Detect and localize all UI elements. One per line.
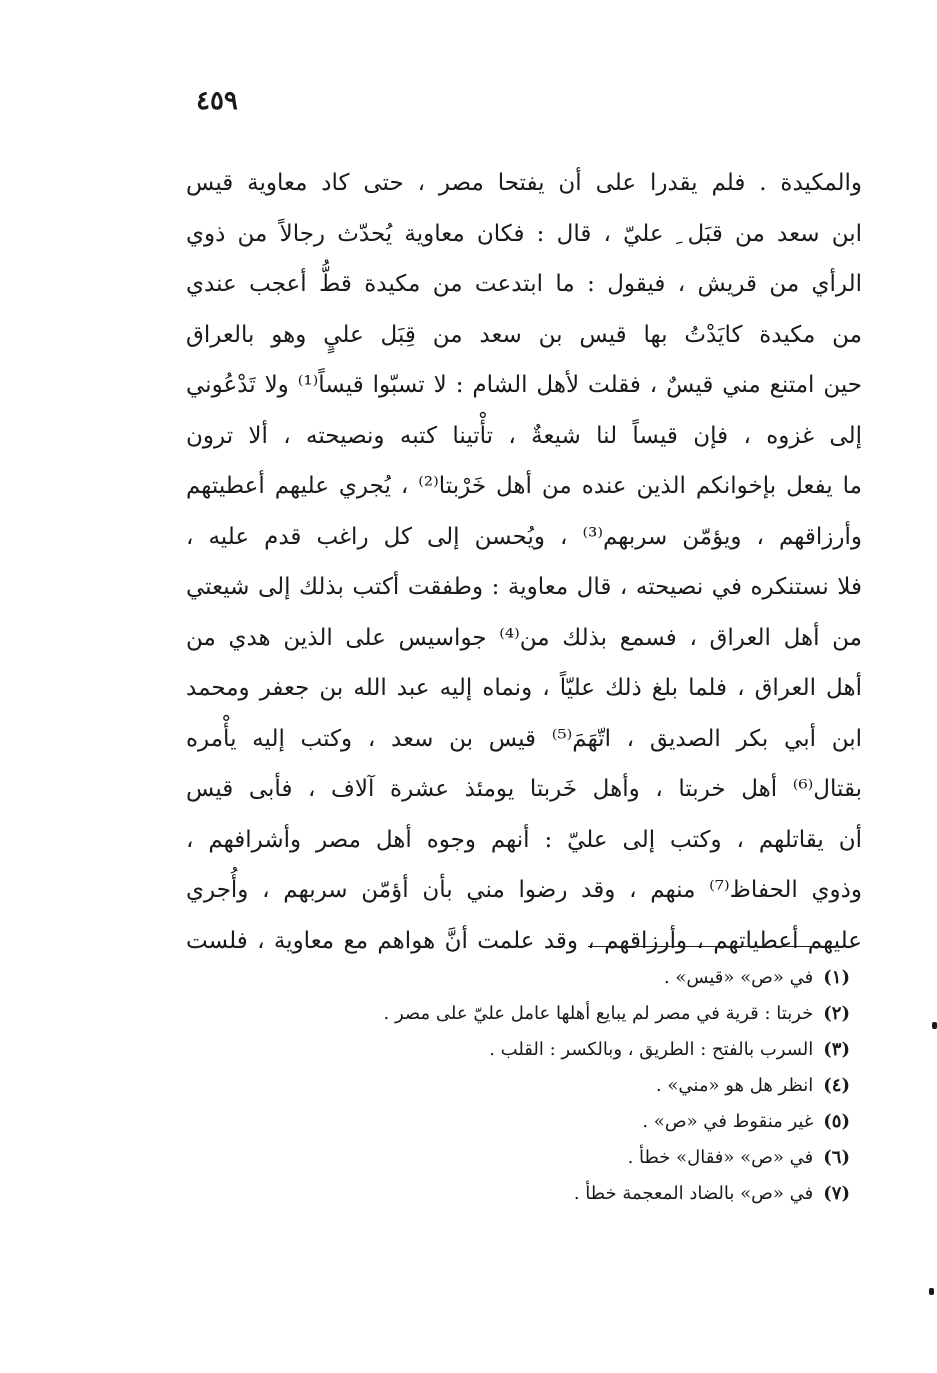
text-line: من أهل العراق ، فسمع بذلك من⁽⁴⁾ جواسيس على الذين هدي من	[186, 624, 862, 651]
footnote-text: انظر هل هو «مني» .	[655, 1075, 814, 1096]
text-line: الرأي من قريش ، فيقول : ما ابتدعت من مكيدة قطُّ أعجب عندي	[186, 271, 862, 297]
footnote-item	[300, 1032, 850, 1068]
footnote-marker: (٧)	[823, 1183, 850, 1204]
footnote-item	[300, 1176, 850, 1212]
footnote-marker: (٦)	[823, 1147, 850, 1168]
footnote-marker: (١)	[823, 967, 850, 988]
text-line: ما يفعل بإخوانكم الذين عنده من أهل خَرْبتا⁽²⁾ ، يُجري عليهم أعطيتهم	[186, 473, 862, 499]
footnote-text: غير منقوط في «ص» .	[642, 1111, 814, 1132]
text-line: وأرزاقهم ، ويؤمّن سربهم⁽³⁾ ، ويُحسن إلى كل راغب قدم عليه ،	[186, 523, 862, 550]
text-line: حين امتنع مني قيسٌ ، فقلت لأهل الشام : لا تسبّوا قيساً⁽¹⁾ ولا تَدْعُوني	[186, 372, 862, 398]
text-line: بقتال⁽⁶⁾ أهل خربتا ، وأهل خَربتا يومئذ عشرة آلاف ، فأبى قيس	[186, 776, 862, 802]
main-text	[186, 158, 862, 966]
footnote-divider	[588, 946, 848, 947]
text-line: عليهم أعطياتهم ، وأرزاقهم ، وقد علمت أنَّ هواهم مع معاوية ، فلست	[186, 927, 862, 954]
text-line: فلا نستنكره في نصيحته ، قال معاوية : وطفقت أكتب بذلك إلى شيعتي	[186, 574, 862, 600]
text-line: والمكيدة . فلم يقدرا على أن يفتحا مصر ، حتى كاد معاوية قيس	[186, 170, 862, 196]
footnote-text: في «ص» «قيس» .	[663, 967, 814, 988]
footnotes	[300, 960, 850, 1212]
footnote-item	[300, 996, 850, 1032]
footnote-item	[300, 960, 850, 996]
footnote-marker: (٤)	[823, 1075, 850, 1096]
scan-speck	[932, 1022, 937, 1029]
text-line: أهل العراق ، فلما بلغ ذلك عليّاً ، ونماه إليه عبد الله بن جعفر ومحمد	[186, 675, 862, 701]
scan-speck	[929, 1288, 934, 1295]
text-line: وذوي الحفاظ⁽⁷⁾ منهم ، وقد رضوا مني بأن أؤمّن سربهم ، وأُجري	[186, 877, 862, 903]
footnote-item	[300, 1068, 850, 1104]
text-line: أن يقاتلهم ، وكتب إلى عليّ : أنهم وجوه أهل مصر وأشرافهم ،	[186, 826, 862, 853]
footnote-item	[300, 1140, 850, 1176]
text-line: من مكيدة كايَدْتُ بها قيس بن سعد من قِبَل عليٍ وهو بالعراق	[186, 321, 862, 348]
footnote-text: في «ص» «فقال» خطأ .	[627, 1147, 814, 1168]
footnote-marker: (٥)	[823, 1111, 850, 1132]
footnote-marker: (٣)	[823, 1039, 850, 1060]
footnote-marker: (٢)	[823, 1003, 850, 1024]
text-line: إلى غزوه ، فإن قيساً لنا شيعةٌ ، تأْتينا كتبه ونصيحته ، ألا ترون	[186, 422, 862, 449]
text-line: ابن أبي بكر الصديق ، اتّهَمَ⁽⁵⁾ قيس بن سعد ، وكتب إليه يأْمره	[186, 725, 862, 752]
footnote-text: في «ص» بالضاد المعجمة خطأ .	[573, 1183, 814, 1204]
footnote-item	[300, 1104, 850, 1140]
page-number: ٤٥٩	[196, 86, 238, 116]
text-line: ابن سعد من قبَل ِ عليّ ، قال : فكان معاوية يُحدّث رجالاً من ذوي	[186, 220, 862, 247]
footnote-text: خربتا : قرية في مصر لم يبايع أهلها عامل عليّ على مصر .	[383, 1003, 814, 1024]
footnote-text: السرب بالفتح : الطريق ، وبالكسر : القلب .	[489, 1039, 814, 1060]
